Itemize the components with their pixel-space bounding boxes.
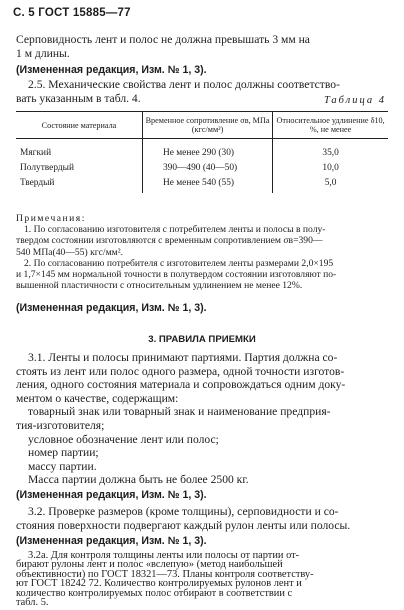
table-cell: Не менее 290 (30) — [142, 139, 272, 161]
text-line: 3.1. Ленты и полосы принимают партиями. Партия должна со- — [28, 351, 338, 364]
text-line: 1 м длины. — [16, 46, 70, 60]
text-line: Серповидность лент и полос не должна превышать 3 мм на — [16, 33, 310, 46]
text-line: 3.2. Проверке размеров (кроме толщины), серповидности и со- — [28, 505, 339, 518]
text-line: твердом состоянии изготовляются с временным сопротивлением σв=390— — [16, 235, 323, 247]
text-line: тия-изготовителя; — [16, 418, 105, 432]
notes-block — [16, 213, 388, 291]
text-line: объективности) по ГОСТ 18321—73. Планы контроля соответству- — [16, 568, 314, 580]
page-header: С. 5 ГОСТ 15885—77 — [13, 7, 131, 19]
text-line: 2. По согласованию потребителя с изготовителем ленты размерами 2,0×195 — [24, 257, 334, 269]
text-line: массу партии. — [28, 459, 97, 473]
text-line: ления, одного состояния материала и сопровождаться одним доку- — [16, 378, 346, 392]
text-line: ют ГОСТ 18242 72. Количество контролируемых рулонов лент и — [16, 578, 302, 590]
table-cell: Мягкий — [20, 147, 52, 158]
table-4 — [16, 111, 388, 193]
amendment-note: (Измененная редакция, Изм. № 1, 3). — [16, 489, 207, 501]
amendment-note: (Измененная редакция, Изм. № 1, 3). — [16, 302, 207, 314]
text-line: ментом о качестве, содержащим: — [16, 391, 179, 405]
text-line: товарный знак или товарный знак и наименование предприя- — [28, 405, 331, 419]
text-line: вать указанным в табл. 4. — [16, 91, 141, 105]
paragraph-3-2 — [16, 505, 388, 532]
column-header-elongation: Относительное удлинение δ10, %, не менее — [273, 112, 388, 139]
table-row — [16, 175, 388, 193]
paragraph-curvature — [16, 33, 388, 60]
text-line: 3.2а. Для контроля толщины ленты или полосы от партии от- — [28, 550, 300, 561]
table-cell: Твердый — [20, 177, 55, 188]
table-cell: 10,0 — [273, 160, 388, 175]
text-line: и 1,7×145 мм нормальной точности в полутвердом состоянии изготовляют по- — [16, 269, 337, 281]
table-cell: 35,0 — [273, 139, 388, 161]
paragraph-3-2a — [16, 551, 388, 607]
text-line: 540 МПа(40—55) кгс/мм². — [16, 246, 124, 258]
table-row — [16, 160, 388, 175]
text-line: количество контролируемых полос отбирают в соответствии с — [16, 587, 293, 599]
column-header-state: Состояние материала — [16, 112, 142, 139]
text-line: бирают рулоны лент и полос «вслепую» (метод наибольшей — [16, 559, 283, 571]
text-line: стоять из лент или полос одного размера, одной точности изготов- — [16, 364, 345, 378]
amendment-note: (Измененная редакция, Изм. № 1, 3). — [16, 64, 207, 76]
text-line: номер партии; — [28, 446, 99, 460]
amendment-note: (Измененная редакция, Изм. № 1, 3). — [16, 535, 207, 547]
notes-title: Примечания: — [16, 213, 86, 224]
section-title: 3. ПРАВИЛА ПРИЕМКИ — [148, 334, 256, 345]
text-line: условное обозначение лент или полос; — [28, 432, 219, 446]
text-line: табл. 5. — [16, 597, 49, 609]
text-line: вышенной пластичности с относительным удлинением не менее 12%. — [16, 280, 303, 292]
column-header-strength: Временное сопротивление σв, МПа (кгс/мм²) — [142, 112, 272, 139]
paragraph-3-1 — [16, 351, 388, 487]
table-row — [16, 139, 388, 161]
text-line: Масса партии должна быть не более 2500 кг. — [28, 473, 249, 487]
text-line: 1. По согласованию изготовителя с потребителем ленты и полосы в полу- — [24, 224, 326, 236]
table-cell: Не менее 540 (55) — [142, 175, 272, 193]
table-caption: Таблица 4 — [323, 95, 386, 106]
table-cell: Полутвердый — [20, 162, 74, 173]
text-line: 2.5. Механические свойства лент и полос должны соответство- — [28, 78, 340, 91]
text-line: стояния поверхности подвергают каждый рулон ленты или полосы. — [16, 518, 351, 532]
table-cell: 390—490 (40—50) — [142, 160, 272, 175]
table-cell: 5,0 — [273, 175, 388, 193]
